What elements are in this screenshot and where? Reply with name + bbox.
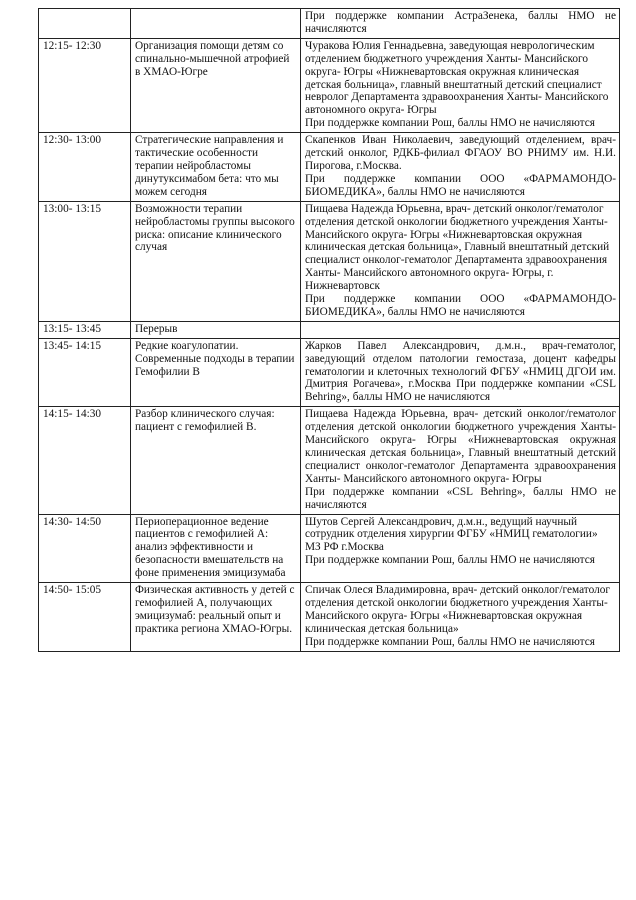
time-cell: 14:30- 14:50: [39, 514, 131, 583]
time-cell: 12:15- 12:30: [39, 38, 131, 132]
table-row: [39, 38, 620, 132]
speaker-cell: [301, 9, 620, 39]
time-cell: 13:00- 13:15: [39, 201, 131, 321]
speaker-info: Спичак Олеся Владимировна, врач- детский онколог/гематолог отделения детской онкологии бюджетного учреждения Ханты- Мансийского округа- Югры «Нижневартовская окружная клиническая детская больница»: [305, 584, 611, 635]
support-note: При поддержке компании ООО «ФАРМАМОНДО-БИОМЕДИКА», баллы НМО не начисляются: [305, 293, 616, 318]
time-cell: 12:30- 13:00: [39, 133, 131, 202]
support-note: При поддержке компании АстраЗенека, баллы НМО не начисляются: [305, 10, 616, 35]
speaker-cell: [301, 338, 620, 407]
speaker-cell: [301, 514, 620, 583]
topic-cell: Разбор клинического случая: пациент с гемофилией В.: [131, 407, 301, 514]
support-note: При поддержке компании Рош, баллы НМО не начисляются: [305, 635, 595, 648]
topic-cell: Стратегические направления и тактические особенности терапии нейробластомы динутуксимабом бета: что мы можем сегодня: [131, 133, 301, 202]
topic-cell: Физическая активность у детей с гемофилией А, получающих эмицизумаб: реальный опыт и практика региона ХМАО-Югры.: [131, 583, 301, 652]
table-row: [39, 583, 620, 652]
speaker-info: Жарков Павел Александрович, д.м.н., врач-гематолог, заведующий отделом патологии гемостаза, доцент кафедры гематологии и клеточных технологий ФГБУ «НМИЦ ДГОИ им. Дмитрия Рогачева», г.Москва При поддержке компании «CSL Behring», баллы НМО не начисляются: [305, 339, 616, 404]
speaker-cell: [301, 201, 620, 321]
topic-cell: [131, 9, 301, 39]
speaker-cell: [301, 407, 620, 514]
topic-cell: Перерыв: [131, 321, 301, 338]
time-cell: 13:15- 13:45: [39, 321, 131, 338]
time-cell: [39, 9, 131, 39]
topic-cell: Периоперационное ведение пациентов с гемофилией А: анализ эффективности и безопасности вмешательств на фоне применения эмицизумаба: [131, 514, 301, 583]
speaker-info: Скапенков Иван Николаевич, заведующий отделением, врач- детский онколог, РДКБ-филиал ФГАОУ ВО РНИМУ им. Н.И. Пирогова, г.Москва.: [305, 134, 616, 172]
table-row: [39, 321, 620, 338]
speaker-cell: [301, 133, 620, 202]
support-note: При поддержке компании «CSL Behring», баллы НМО не начисляются: [305, 485, 616, 511]
speaker-cell: [301, 583, 620, 652]
table-row: [39, 201, 620, 321]
support-note: При поддержке компании Рош, баллы НМО не начисляются: [305, 117, 595, 130]
support-note: При поддержке компании Рош, баллы НМО не начисляются: [305, 554, 595, 567]
topic-cell: Возможности терапии нейробластомы группы высокого риска: описание клинического случая: [131, 201, 301, 321]
time-cell: 14:50- 15:05: [39, 583, 131, 652]
table-row: [39, 133, 620, 202]
speaker-info: Чуракова Юлия Геннадьевна, заведующая неврологическим отделением бюджетного учреждения Ханты- Мансийского округа- Югры «Нижневартовская окружная клиническая детская больница», главный внештатный детский специалист невролог Департамента здравоохранения Ханты- Мансийского автономного округа- Югры: [305, 39, 609, 117]
program-table: [38, 8, 620, 652]
speaker-cell: [301, 38, 620, 132]
topic-cell: Редкие коагулопатии. Современные подходы в терапии Гемофилии В: [131, 338, 301, 407]
table-row: [39, 338, 620, 407]
table-row: [39, 9, 620, 39]
time-cell: 14:15- 14:30: [39, 407, 131, 514]
speaker-info: Шутов Сергей Александрович, д.м.н., ведущий научный сотрудник отделения хирургии ФГБУ «НМИЦ гематологии» МЗ РФ г.Москва: [305, 515, 598, 554]
topic-cell: Организация помощи детям со спинально-мышечной атрофией в ХМАО-Югре: [131, 38, 301, 132]
time-cell: 13:45- 14:15: [39, 338, 131, 407]
speaker-info: Пищаева Надежда Юрьевна, врач- детский онколог/гематолог отделения детской онкологии бюджетного учреждения Ханты- Мансийского округа- Югры «Нижневартовская окружная клиническая детская больница», Главный внештатный детский специалист онколог-гематолог Департамента здравоохранения Ханты- Мансийского автономного округа- Югры: [305, 408, 616, 485]
speaker-info: Пищаева Надежда Юрьевна, врач- детский онколог/гематолог отделения детской онкологии бюджетного учреждения Ханты- Мансийского округа- Югры «Нижневартовская окружная клиническая детская больница», Главный внештатный детский специалист онколог-гематолог Департамента здравоохранения Ханты- Мансийского автономного округа- Югры, г. Нижневартовск: [305, 202, 610, 293]
support-note: При поддержке компании ООО «ФАРМАМОНДО-БИОМЕДИКА», баллы НМО не начисляются: [305, 172, 616, 198]
table-row: [39, 407, 620, 514]
table-row: [39, 514, 620, 583]
speaker-cell: [301, 321, 620, 338]
